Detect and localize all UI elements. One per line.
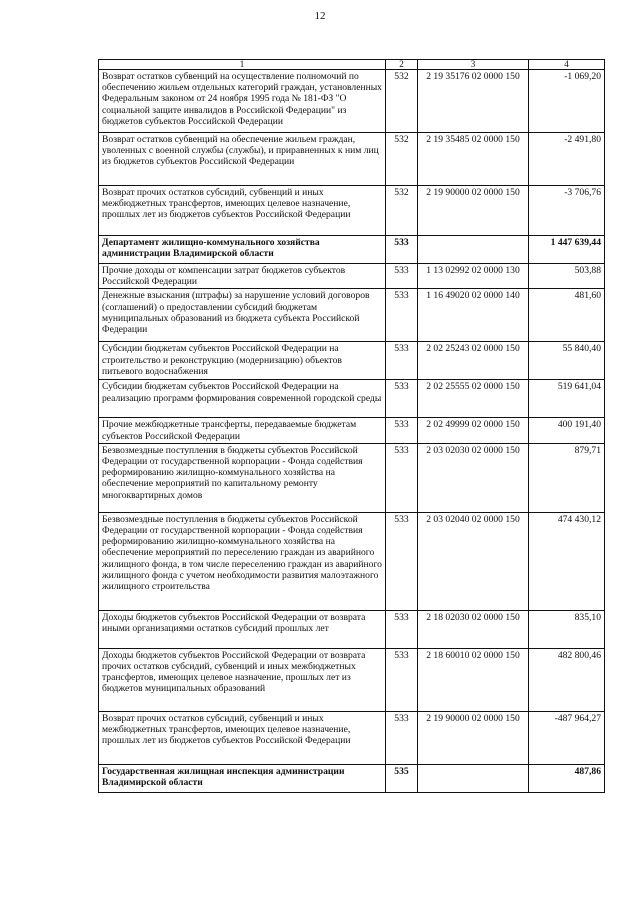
row-budget-code: 2 19 35485 02 0000 150 — [418, 133, 529, 186]
row-admin-code: 532 — [386, 133, 418, 186]
row-description: Прочие межбюджетные трансферты, передаваемые бюджетам субъектов Российской Федерации — [99, 418, 386, 443]
row-budget-code: 2 18 02030 02 0000 150 — [418, 610, 529, 648]
row-admin-code: 533 — [386, 418, 418, 443]
table-row — [99, 264, 605, 289]
row-description: Возврат прочих остатков субсидий, субвенций и иных межбюджетных трансфертов, имеющих целевое назначение, прошлых лет из бюджетов субъектов Российской Федерации — [99, 186, 386, 236]
row-admin-code: 533 — [386, 610, 418, 648]
table-row — [99, 610, 605, 648]
row-description: Прочие доходы от компенсации затрат бюджетов субъектов Российской Федерации — [99, 264, 386, 289]
row-amount: 481,60 — [529, 289, 605, 342]
revenue-table — [98, 59, 605, 793]
row-budget-code: 2 19 90000 02 0000 150 — [418, 711, 529, 764]
row-admin-code: 532 — [386, 70, 418, 133]
row-description: Субсидии бюджетам субъектов Российской Федерации на реализацию программ формирования современной городской среды — [99, 380, 386, 418]
row-admin-code: 533 — [386, 380, 418, 418]
row-budget-code: 2 18 60010 02 0000 150 — [418, 648, 529, 711]
row-budget-code: 2 02 25243 02 0000 150 — [418, 342, 529, 380]
row-admin-code: 533 — [386, 289, 418, 342]
row-budget-code: 1 16 49020 02 0000 140 — [418, 289, 529, 342]
row-budget-code: 2 03 02030 02 0000 150 — [418, 443, 529, 512]
row-admin-code: 533 — [386, 443, 418, 512]
row-amount: 879,71 — [529, 443, 605, 512]
revenue-table-body — [99, 60, 605, 793]
table-row — [99, 711, 605, 764]
row-description: Доходы бюджетов субъектов Российской Федерации от возврата прочих остатков субсидий, субвенций и иных межбюджетных трансфертов, имеющих целевое назначение, прошлых лет из бюджетов муниципальных образований — [99, 648, 386, 711]
column-number-2: 2 — [386, 60, 418, 70]
row-amount: 487,86 — [529, 764, 605, 792]
column-number-1: 1 — [99, 60, 386, 70]
row-admin-code: 533 — [386, 711, 418, 764]
row-admin-code: 533 — [386, 236, 418, 264]
row-admin-code: 535 — [386, 764, 418, 792]
row-description: Возврат остатков субвенций на обеспечение жильем граждан, уволенных с военной службы (службы), и приравненных к ним лиц из бюджетов субъектов Российской Федерации — [99, 133, 386, 186]
row-amount: 1 447 639,44 — [529, 236, 605, 264]
row-amount: -2 491,80 — [529, 133, 605, 186]
row-amount: 474 430,12 — [529, 512, 605, 610]
row-budget-code — [418, 236, 529, 264]
row-description: Доходы бюджетов субъектов Российской Федерации от возврата иными организациями остатков субсидий прошлых лет — [99, 610, 386, 648]
column-number-row — [99, 60, 605, 70]
row-amount: 400 191,40 — [529, 418, 605, 443]
row-description: Возврат прочих остатков субсидий, субвенций и иных межбюджетных трансфертов, имеющих целевое назначение, прошлых лет из бюджетов субъектов Российской Федерации — [99, 711, 386, 764]
row-amount: 835,10 — [529, 610, 605, 648]
row-description: Возврат остатков субвенций на осуществление полномочий по обеспечению жильем отдельных категорий граждан, установленных Федеральным законом от 24 ноября 1995 года № 181-ФЗ "О социальной защите инвалидов в Российской Федерации" из бюджетов субъектов Российской Федерации — [99, 70, 386, 133]
row-admin-code: 533 — [386, 512, 418, 610]
department-row — [99, 236, 605, 264]
table-row — [99, 133, 605, 186]
table-row — [99, 418, 605, 443]
row-admin-code: 533 — [386, 648, 418, 711]
row-budget-code — [418, 764, 529, 792]
row-amount: -1 069,20 — [529, 70, 605, 133]
table-row — [99, 443, 605, 512]
department-row — [99, 764, 605, 792]
row-description: Департамент жилищно-коммунального хозяйства администрации Владимирской области — [99, 236, 386, 264]
row-amount: 519 641,04 — [529, 380, 605, 418]
row-description: Государственная жилищная инспекция администрации Владимирской области — [99, 764, 386, 792]
row-description: Денежные взыскания (штрафы) за нарушение условий договоров (соглашений) о предоставлении субсидий бюджетам муниципальных образований из бюджета субъекта Российской Федерации — [99, 289, 386, 342]
row-description: Безвозмездные поступления в бюджеты субъектов Российской Федерации от государственной корпорации - Фонда содействия реформированию жилищно-коммунального хозяйства на обеспечение мероприятий по переселению граждан из аварийного жилищного фонда, в том числе переселению граждан из аварийного жилищного фонда с учетом необходимости развития малоэтажного жилищного строительства — [99, 512, 386, 610]
row-admin-code: 533 — [386, 342, 418, 380]
row-amount: -3 706,76 — [529, 186, 605, 236]
row-admin-code: 532 — [386, 186, 418, 236]
row-description: Субсидии бюджетам субъектов Российской Федерации на строительство и реконструкцию (модернизацию) объектов питьевого водоснабжения — [99, 342, 386, 380]
row-amount: 482 800,46 — [529, 648, 605, 711]
row-amount: -487 964,27 — [529, 711, 605, 764]
row-amount: 55 840,40 — [529, 342, 605, 380]
row-budget-code: 1 13 02992 02 0000 130 — [418, 264, 529, 289]
row-budget-code: 2 02 25555 02 0000 150 — [418, 380, 529, 418]
table-row — [99, 648, 605, 711]
page-number: 12 — [314, 10, 326, 22]
row-budget-code: 2 19 35176 02 0000 150 — [418, 70, 529, 133]
row-description: Безвозмездные поступления в бюджеты субъектов Российской Федерации от государственной корпорации - Фонда содействия реформированию жилищно-коммунального хозяйства на обеспечение мероприятий по капитальному ремонту многоквартирных домов — [99, 443, 386, 512]
table-row — [99, 70, 605, 133]
table-row — [99, 289, 605, 342]
row-budget-code: 2 19 90000 02 0000 150 — [418, 186, 529, 236]
table-row — [99, 186, 605, 236]
column-number-3: 3 — [418, 60, 529, 70]
table-row — [99, 342, 605, 380]
row-amount: 503,88 — [529, 264, 605, 289]
table-row — [99, 380, 605, 418]
row-admin-code: 533 — [386, 264, 418, 289]
row-budget-code: 2 03 02040 02 0000 150 — [418, 512, 529, 610]
row-budget-code: 2 02 49999 02 0000 150 — [418, 418, 529, 443]
table-row — [99, 512, 605, 610]
column-number-4: 4 — [529, 60, 605, 70]
